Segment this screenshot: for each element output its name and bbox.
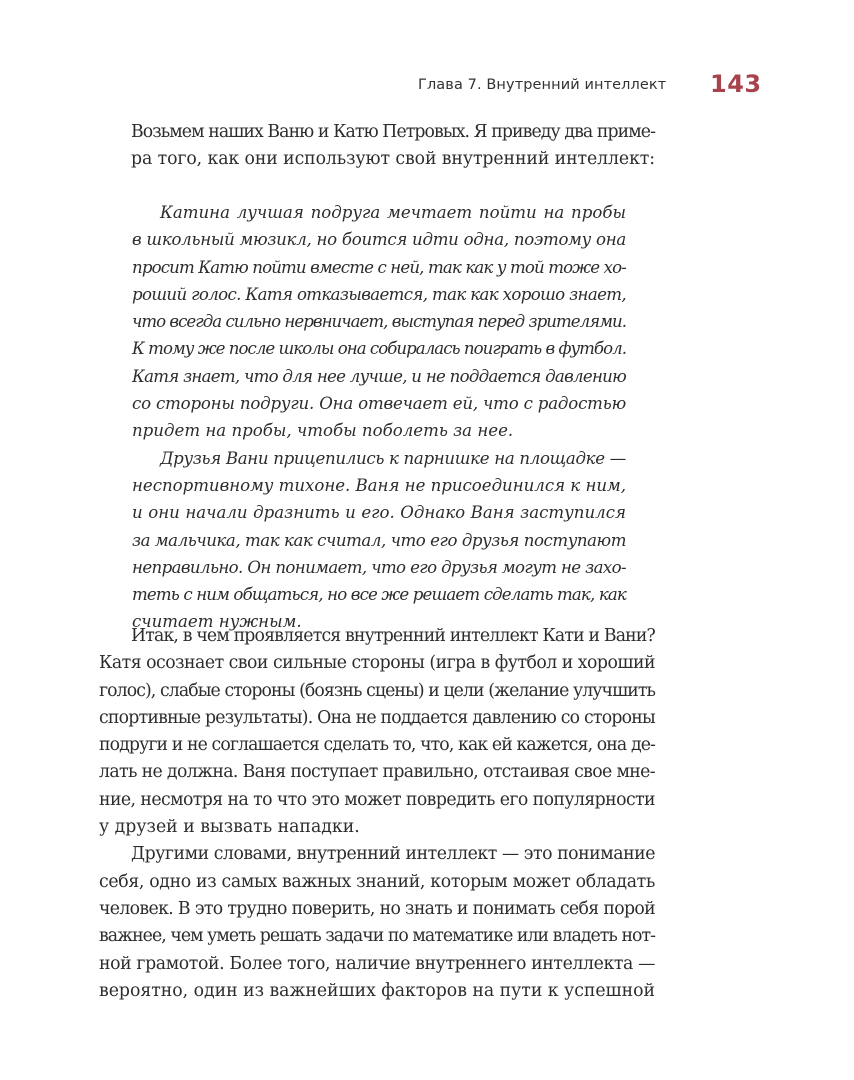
text-line: теть с ним общаться, но все же решает сделать так, как [132,585,626,605]
text-line: что всегда сильно нервничает, выступая перед зрителями. [132,312,626,332]
text-line: просит Катю пойти вместе с ней, так как у той тоже хо- [132,257,626,277]
text-line: К тому же после школы она собиралась поиграть в футбол. [132,339,627,359]
running-head [0,70,854,104]
text-line: спортивные результаты). Она не поддается давлению со стороны [99,707,655,728]
text-line: за мальчика, так как считал, что его друзья поступают [132,530,626,550]
text-line: со стороны подруги. Она отвечает ей, что с радостью [132,394,626,414]
text-line: Катина лучшая подруга мечтает пойти на пробы [160,203,626,222]
text-line: Возьмем наших Ваню и Катю Петровых. Я приведу два приме- [131,122,655,142]
text-line: неспортивному тихоне. Ваня не присоединился к ним, [132,475,626,495]
text-line: Другими словами, внутренний интеллект — это понимание [131,844,655,865]
quote-paragraph-katya [132,199,626,445]
text-line: голос), слабые стороны (боязнь сцены) и цели (желание улучшить [99,680,655,701]
text-line: придет на пробы, чтобы поболеть за нее. [132,421,514,441]
text-line: Катя осознает свои сильные стороны (игра в футбол и хороший [99,653,655,674]
conclusion-paragraph-2 [99,841,655,1005]
text-line: ной грамотой. Более того, наличие внутреннего интеллекта — [99,953,655,974]
quote-paragraph-vanya [132,445,626,636]
intro-paragraph [99,119,655,174]
text-line: роший голос. Катя отказывается, так как хорошо знает, [132,284,626,304]
text-line: Друзья Вани прицепились к парнишке на площадке — [160,448,626,468]
text-line: считает нужным. [132,612,302,632]
text-line: важнее, чем уметь решать задачи по математике или владеть нот- [99,926,655,947]
text-line: ра того, как они используют свой внутренний интеллект: [131,149,655,170]
conclusion-paragraph-1 [99,623,655,841]
text-line: неправильно. Он понимает, что его друзья могут не захо- [132,557,626,577]
text-line: ние, несмотря на то что это может повредить его популярности [99,789,655,810]
example-quote-block [132,199,626,636]
text-line: человек. В это трудно поверить, но знать и понимать себя порой [99,898,655,919]
text-line: и они начали дразнить и его. Однако Ваня заступился [132,503,626,523]
conclusion-section [99,623,655,1005]
text-line: подруги и не соглашается сделать то, что, как ей кажется, она де- [99,735,655,756]
text-line: вероятно, один из важнейших факторов на пути к успешной [99,980,655,1001]
page-number: 143 [710,70,762,98]
text-line: себя, одно из самых важных знаний, которым может обладать [99,871,655,892]
text-line: Итак, в чем проявляется внутренний интеллект Кати и Вани? [131,626,655,646]
text-line: лать не должна. Ваня поступает правильно, отстаивая свое мне- [99,762,655,783]
text-line: у друзей и вызвать нападки. [99,817,360,838]
text-line: Катя знает, что для нее лучше, и не поддается давлению [132,366,626,386]
chapter-title: Глава 7. Внутренний интеллект [418,77,667,93]
intro-text [99,119,655,174]
text-line: в школьный мюзикл, но боится идти одна, поэтому она [132,230,626,250]
